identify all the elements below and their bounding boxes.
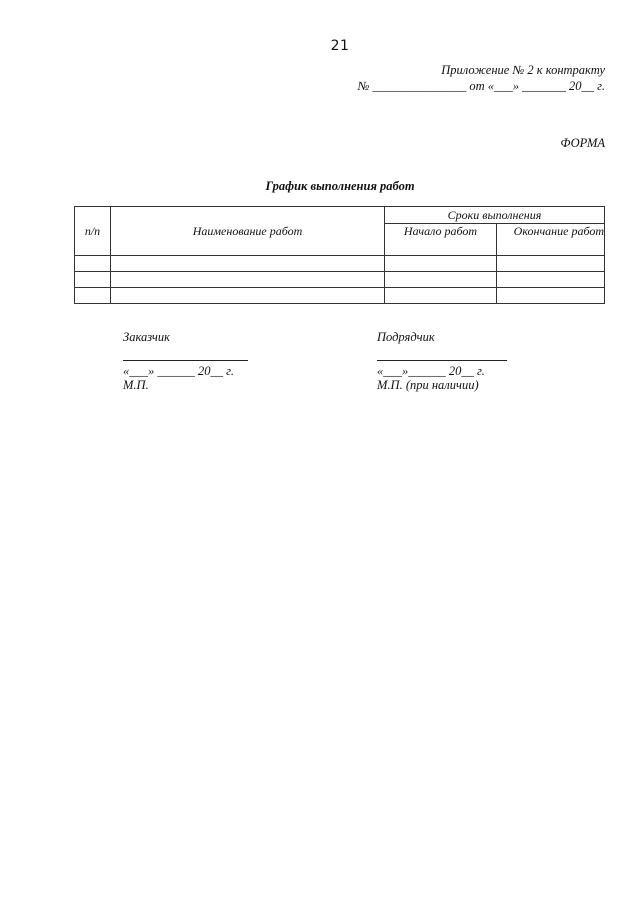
column-header-work-name: Наименование работ [111,207,385,256]
contractor-date-line: «___»______ 20__ г. [377,364,485,378]
table-cell [111,256,385,272]
table-cell [385,256,497,272]
contractor-signature-block [377,330,507,392]
table-row [75,288,605,304]
contractor-role: Подрядчик [377,330,435,344]
column-header-number: п/п [75,207,111,256]
table-cell [111,272,385,288]
contractor-stamp: М.П. (при наличии) [377,378,479,392]
schedule-table [74,206,605,304]
column-header-start: Начало работ [385,224,497,256]
table-cell [75,256,111,272]
page-number: 21 [330,38,350,54]
table-row [75,272,605,288]
table-cell [497,288,605,304]
customer-date-line: «___» ______ 20__ г. [123,364,234,378]
appendix-line-2: № _______________ от «___» _______ 20__ г. [357,79,605,93]
appendix-line-1: Приложение № 2 к контракту [441,63,605,77]
contractor-signature-line [377,350,507,361]
forma-label: ФОРМА [560,136,605,150]
document-title: График выполнения работ [265,179,415,193]
table-cell [385,288,497,304]
table-cell [75,272,111,288]
column-header-terms: Сроки выполнения [385,207,605,224]
column-header-end: Окончание работ [497,224,605,256]
customer-signature-block [123,330,248,392]
table-cell [111,288,385,304]
table-cell [385,272,497,288]
table-row [75,256,605,272]
customer-role: Заказчик [123,330,170,344]
table-cell [497,256,605,272]
customer-stamp: М.П. [123,378,149,392]
appendix-header [358,62,605,94]
table-cell [75,288,111,304]
table-header-row [75,207,605,224]
table-cell [497,272,605,288]
customer-signature-line [123,350,248,361]
